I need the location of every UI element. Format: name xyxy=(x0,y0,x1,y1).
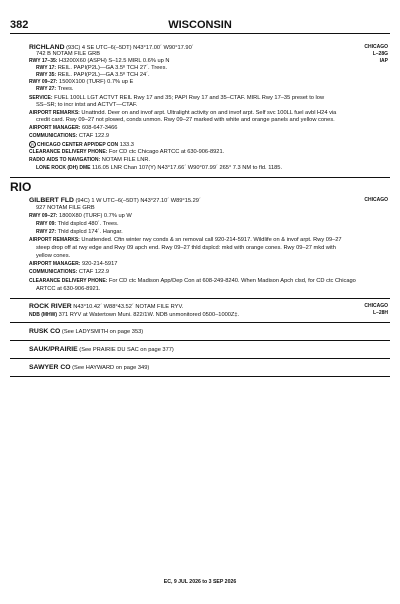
airport-location: 1 W UTC–6(–5DT) N43°27.10´ W89°15.29´ xyxy=(89,198,201,204)
airport-elevation-line: 742 B NOTAM FILE GRB xyxy=(36,51,101,57)
cross-reference-sawyer xyxy=(29,364,149,372)
county-name: RUSK CO xyxy=(29,328,61,335)
city-name: RIO xyxy=(10,180,32,194)
effective-dates-footer: EC, 9 JUL 2026 to 3 SEP 2026 xyxy=(163,579,237,585)
entry-line xyxy=(29,110,336,117)
entry-line xyxy=(36,65,167,72)
line-label: COMMUNICATIONS: xyxy=(29,269,78,275)
line-label: CHICAGO CENTER APP/DEP CON xyxy=(37,142,119,148)
line-label: SERVICE: xyxy=(29,95,53,101)
entry-line xyxy=(36,253,70,260)
entry-line xyxy=(36,86,74,93)
line-text: Unattndd. Deer on and invof arpt. Ultralight activity on and invof arpt. Self svc 100LL fuel avbl H24 via xyxy=(79,110,337,116)
line-text: REIL. PAPI(P2L)—GA 3.5º TCH 24´. xyxy=(56,72,150,78)
state-title: WISCONSIN xyxy=(168,19,232,31)
entry-line xyxy=(36,117,335,124)
cross-reference-sauk xyxy=(29,346,174,354)
line-label: AIRPORT REMARKS: xyxy=(29,237,80,243)
line-text: SS–SR; to incr intst and ACTVT—CTAF. xyxy=(36,102,138,108)
line-text: CTAF 122.9 xyxy=(77,133,110,139)
entry-line xyxy=(29,213,132,220)
line-text: NOTAM FILE LNR. xyxy=(100,157,151,163)
line-text: 133.3 xyxy=(118,142,134,148)
section-divider xyxy=(10,322,390,323)
entry-line xyxy=(29,149,224,156)
line-label: AIRPORT MANAGER: xyxy=(29,261,81,267)
chart-ref: L–28H xyxy=(372,310,388,316)
airport-ident: (93C) xyxy=(66,45,81,51)
line-label: LONE ROCK (DH) DME xyxy=(36,165,91,171)
line-label: RWY 27: xyxy=(36,229,57,235)
entry-line xyxy=(36,245,336,252)
entry-line xyxy=(29,95,324,102)
line-text: steep drop off at rwy edge and Rwy 09 apch end. Rwy 09–27 thld dsplcd: mkd with orange cones. Rwy 09–27 mkd with xyxy=(36,245,336,251)
entry-line xyxy=(29,261,117,268)
gilbert-entry-line1 xyxy=(29,197,201,205)
line-text: 371 RYV at Watertown Muni. 822/1W. NDB unmonitored 0500–1000Z‡. xyxy=(57,312,240,318)
chart-ref: CHICAGO xyxy=(364,44,388,50)
chart-ref: L–28G xyxy=(372,51,388,57)
line-text: Thld dsplcd 480´. Trees. xyxy=(56,221,119,227)
entry-line xyxy=(29,269,109,276)
airport-elevation-line: 927 NOTAM FILE GRB xyxy=(36,205,95,211)
line-label: RWY 35: xyxy=(36,72,57,78)
section-divider xyxy=(10,376,390,377)
entry-line xyxy=(36,102,137,109)
cross-reference-rusk xyxy=(29,328,143,336)
airport-name: RICHLAND xyxy=(29,44,65,51)
line-label: RWY 09–27: xyxy=(29,213,58,219)
line-text: 116.05 LNR Chan 107(Y) N43°17.66´ W90°07.99´ 265° 7.3 NM to fld. 1185. xyxy=(90,165,283,171)
line-label: RWY 27: xyxy=(36,86,57,92)
airport-location: 4 SE UTC–6(–5DT) N43°17.00´ W90°17.90´ xyxy=(80,45,194,51)
ndb-line xyxy=(29,312,239,319)
page-number: 382 xyxy=(10,19,29,31)
entry-line xyxy=(36,165,282,172)
entry-line xyxy=(29,237,342,244)
line-label: RWY 09: xyxy=(36,221,57,227)
richland-chart-refs xyxy=(364,44,388,65)
entry-line xyxy=(36,229,123,236)
header-rule xyxy=(10,33,390,34)
line-text: 920-214-5917 xyxy=(80,261,118,267)
line-label: AIRPORT REMARKS: xyxy=(29,110,80,116)
line-text: 1800X80 (TURF) 0.7% up W xyxy=(57,213,132,219)
line-text: For CD ctc Madison App/Dep Con at 608-249-8240. When Madison Apch clsd, for CD ctc Chicago xyxy=(107,278,356,284)
line-label: RWY 17: xyxy=(36,65,57,71)
line-text: 608-647-3466 xyxy=(80,125,118,131)
line-text: ARTCC at 630-906-8921. xyxy=(36,286,101,292)
line-text: 1500X100 (TURF) 0.7% up E xyxy=(57,79,134,85)
line-label: RWY 17–35: xyxy=(29,58,58,64)
line-text: H3200X60 (ASPH) S–12.5 MIRL 0.6% up N xyxy=(57,58,170,64)
line-label: CLEARANCE DELIVERY PHONE: xyxy=(29,149,108,155)
entry-line xyxy=(29,133,109,140)
line-text: REIL. PAPI(P2L)—GA 3.5º TCH 27´. Trees. xyxy=(56,65,168,71)
entry-line xyxy=(29,278,356,285)
line-label: NDB (MHW) xyxy=(29,312,58,318)
entry-line xyxy=(29,79,133,86)
line-text: Thld dsplcd 174´. Hangar. xyxy=(56,229,123,235)
line-text: Unattended. Cftn winter rwy conds & sn removal call 920-214-5917. Wildlife on & invof arpt. Rwy 09–27 xyxy=(79,237,342,243)
line-text: credit card. Rwy 09–27 not plowed, conds unmon. Rwy 09–27 marked with white and orange panels and yellow cones. xyxy=(36,117,335,123)
county-name: SAUK/PRAIRIE xyxy=(29,346,78,353)
line-text: FUEL 100LL LGT ACTVT REIL Rwy 17 and 35; PAPI Rwy 17 and 35–CTAF. MIRL Rwy 17–35 preset to low xyxy=(52,95,325,101)
radar-icon: R xyxy=(29,141,36,148)
section-divider xyxy=(10,358,390,359)
navaid-name: ROCK RIVER xyxy=(29,303,72,310)
rock-river-chart-refs xyxy=(364,303,388,317)
chart-ref: CHICAGO xyxy=(364,197,388,203)
line-label: RWY 09–27: xyxy=(29,79,58,85)
entry-line xyxy=(36,72,150,79)
line-text: Trees. xyxy=(56,86,74,92)
section-divider xyxy=(10,298,390,299)
line-text: For CD ctc Chicago ARTCC at 630-906-8921. xyxy=(107,149,225,155)
section-divider xyxy=(10,177,390,178)
entry-line xyxy=(29,125,117,132)
airport-name: GILBERT FLD xyxy=(29,197,74,204)
section-divider xyxy=(10,340,390,341)
cross-ref-text: (See LADYSMITH on page 353) xyxy=(60,329,144,335)
line-label: RADIO AIDS TO NAVIGATION: xyxy=(29,157,101,163)
chart-ref: IAP xyxy=(379,58,388,64)
entry-line xyxy=(29,58,169,65)
county-name: SAWYER CO xyxy=(29,364,71,371)
airport-ident: (94C) xyxy=(75,198,90,204)
chart-ref: CHICAGO xyxy=(364,303,388,309)
cross-ref-text: (See HAYWARD on page 349) xyxy=(70,365,150,371)
entry-line xyxy=(36,221,119,228)
line-label: AIRPORT MANAGER: xyxy=(29,125,81,131)
rock-river-line1 xyxy=(29,303,183,311)
navaid-location: N43°10.42´ W88°43.52´ NOTAM FILE RYV. xyxy=(71,304,184,310)
line-text: CTAF 122.9 xyxy=(77,269,110,275)
line-text: yellow cones. xyxy=(36,253,71,259)
entry-line xyxy=(36,286,100,293)
entry-line xyxy=(29,141,134,149)
entry-line xyxy=(29,157,150,164)
cross-ref-text: (See PRAIRIE DU SAC on page 377) xyxy=(77,347,174,353)
line-label: CLEARANCE DELIVERY PHONE: xyxy=(29,278,108,284)
line-label: COMMUNICATIONS: xyxy=(29,133,78,139)
